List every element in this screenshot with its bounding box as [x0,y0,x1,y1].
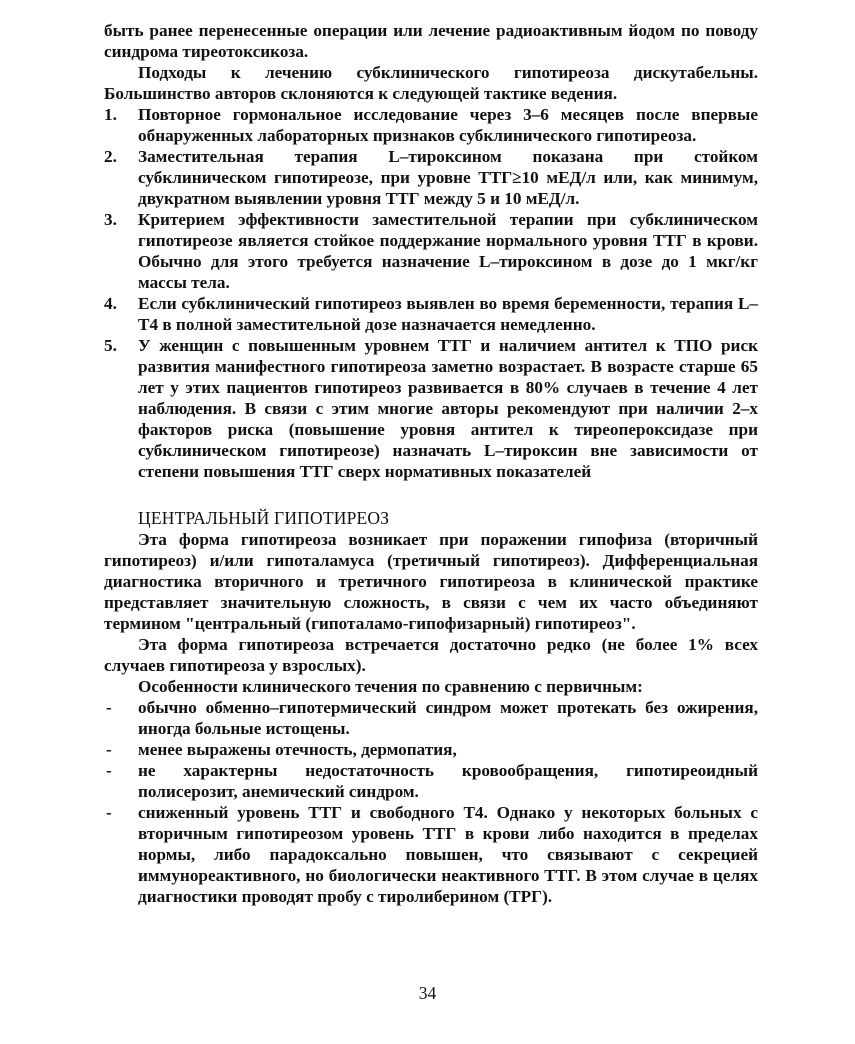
features-heading-lead: Особенности клинического течения [138,677,418,696]
page-number: 34 [418,983,437,1003]
list-item-dash: - [106,698,112,717]
list-item-text: У женщин с повышенным уровнем ТТГ и наличием антител к ТПО риск развития манифестного гипотиреоза заметно возрастает. В возрасте старше 65 лет у этих пациентов гипотиреоз развивается в 80% случаев в течение 4 лет наблюдения. В связи с этим многие авторы рекомендуют при наличии 2–х факторов риска (повышение уровня антител к тиреопероксидазе при субклиническом гипотиреозе) назначать L–тироксин вне зависимости от степени повышения ТТГ сверх нормативных показателей [138,336,758,481]
list-item-text: Если субклинический гипотиреоз выявлен во время беременности, терапия L–Т4 в полной заместительной дозе назначается немедленно. [138,294,758,334]
features-list [104,697,758,907]
list-item [104,104,758,146]
list-item-text: обычно обменно–гипотермический синдром может протекать без ожирения, иногда больные истощены. [138,698,758,738]
list-item-text: Заместительная терапия L–тироксином показана при стойком субклиническом гипотиреозе, при уровне ТТГ≥10 мЕД/л или, как минимум, двукратном выявлении уровня ТТГ между 5 и 10 мЕД/л. [138,147,758,208]
list-item [104,293,758,335]
section-title-central-hypothyroidism: ЦЕНТРАЛЬНЫЙ ГИПОТИРЕОЗ [138,508,390,528]
features-heading-rest: по сравнению с первичным: [417,677,643,696]
features-heading [104,676,758,697]
intro-paragraph-approaches: Подходы к лечению субклинического гипотиреоза дискутабельны. Большинство авторов склоняются к следующей тактике ведения. [104,63,758,103]
list-item-number: 1. [104,105,117,124]
list-item-number: 4. [104,294,117,313]
central-paragraph-frequency: Эта форма гипотиреоза встречается достаточно редко (не более 1% всех случаев гипотиреоза у взрослых). [104,635,758,675]
list-item [104,209,758,293]
central-paragraph-definition: Эта форма гипотиреоза возникает при поражении гипофиза (вторичный гипотиреоз) и/или гипоталамуса (третичный гипотиреоз). Дифференциальная диагностика вторичного и третичного гипотиреоза в клинической практике представляет значительную сложность, в связи с чем их часто объединяют термином "центральный (гипоталамо-гипофизарный) гипотиреоз". [104,530,758,633]
list-item-number: 2. [104,147,117,166]
document-page [104,20,758,907]
tactics-list [104,104,758,482]
list-item-dash: - [106,740,112,759]
intro-paragraph-continued: быть ранее перенесенные операции или лечение радиоактивным йодом по поводу синдрома тиреотоксикоза. [104,21,758,61]
list-item-text: менее выражены отечность, дермопатия, [138,740,457,759]
list-item-number: 5. [104,336,117,355]
list-item-dash: - [106,803,112,822]
list-item [104,335,758,482]
list-item-dash: - [106,761,112,780]
list-item [104,146,758,209]
list-item-number: 3. [104,210,117,229]
list-item [104,739,758,760]
list-item [104,802,758,907]
list-item-text: Повторное гормональное исследование через 3–6 месяцев после впервые обнаруженных лабораторных признаков субклинического гипотиреоза. [138,105,758,145]
list-item-text: сниженный уровень ТТГ и свободного Т4. Однако у некоторых больных с вторичным гипотиреозом уровень ТТГ в крови либо находится в пределах нормы, либо парадоксально повышен, что связывают с секрецией иммунореактивного, но биологически неактивного ТТГ. В этом случае в целях диагностики проводят пробу с тиролиберином (ТРГ). [138,803,758,906]
list-item [104,697,758,739]
list-item [104,760,758,802]
list-item-text: Критерием эффективности заместительной терапии при субклиническом гипотиреозе является стойкое поддержание нормального уровня ТТГ в крови. Обычно для этого требуется назначение L–тироксином в дозе до 1 мкг/кг массы тела. [138,210,758,292]
list-item-text: не характерны недостаточность кровообращения, гипотиреоидный полисерозит, анемический синдром. [138,761,758,801]
